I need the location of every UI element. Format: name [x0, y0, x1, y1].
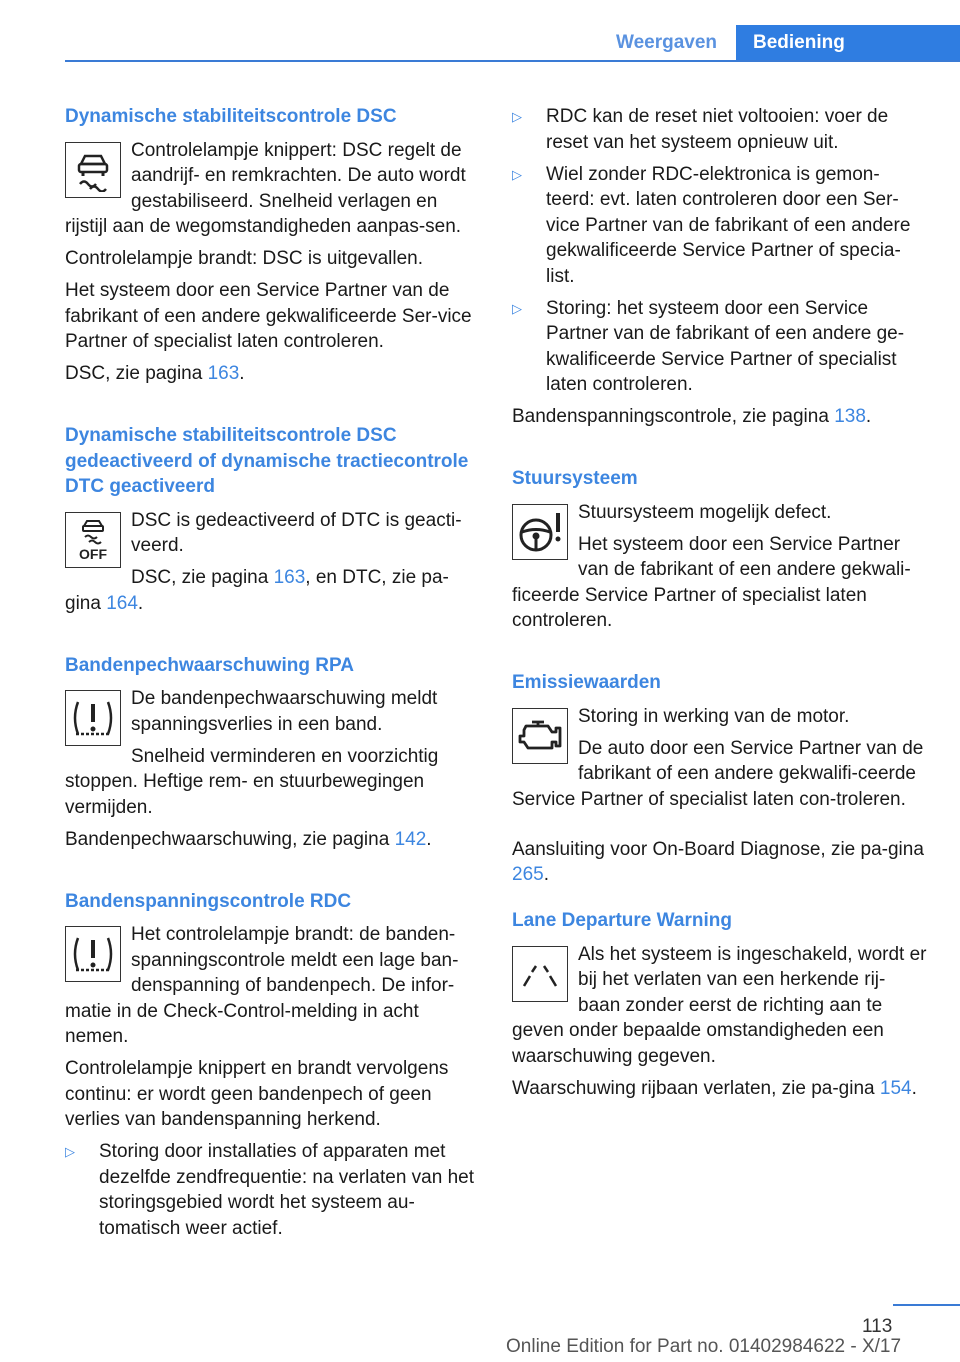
- rpa-reference: [65, 827, 480, 853]
- section-dsc-off: [65, 508, 480, 617]
- page-number: 113: [862, 1316, 893, 1337]
- rdc-bullet-2: RDC kan de reset niet voltooien: voer de reset van het systeem opnieuw uit.: [546, 106, 889, 153]
- dsc-text-2: Controlelampje brandt: DSC is uitgevallen.: [65, 248, 424, 269]
- tire-pressure-icon: [65, 926, 121, 982]
- off-label: OFF: [79, 545, 107, 562]
- triangle-bullet-icon: ▷: [512, 300, 522, 316]
- lane-departure-icon: [512, 946, 568, 1002]
- rdc-bullet-3: Wiel zonder RDC-elektronica is gemon-teerd: evt. laten controleren door een Ser-vice Partner van de fabrikant of een andere gekwalificeerde Service Partner of specia-list.: [546, 163, 911, 287]
- ldw-ref-text: Waarschuwing rijbaan verlaten, zie pa-gina: [512, 1077, 880, 1099]
- footer-rule: [893, 1304, 960, 1306]
- heading-rpa: Bandenpechwaarschuwing RPA: [65, 654, 354, 676]
- rpa-text-1: De bandenpechwaarschuwing meldt spanningsverlies in een band.: [131, 688, 438, 735]
- rdc-text-1: Het controlelampje brandt: de banden-spanningscontrole meldt een lage ban-denspanning of bandenpech. De infor-matie in de Check-Control-melding in acht nemen.: [65, 924, 459, 1047]
- heading-steering: Stuursysteem: [512, 468, 638, 489]
- dsc-ref-end: .: [239, 363, 245, 384]
- section-dsc: [65, 138, 480, 387]
- steering-warning-icon: [512, 504, 568, 560]
- dsc-off-ref-end: .: [137, 592, 144, 614]
- dsc-off-ref-b: , en DTC, zie pa-gina: [65, 567, 449, 614]
- rdc-bullet-list: [65, 1139, 480, 1241]
- left-column: [65, 104, 480, 1248]
- dsc-icon: [65, 142, 121, 198]
- emission-ref-end: .: [543, 864, 549, 885]
- rpa-ref-end: .: [426, 828, 432, 850]
- emission-text-1: Storing in werking van de motor.: [578, 705, 850, 727]
- rpa-ref-text: Bandenpechwaarschuwing, zie pagina: [65, 828, 395, 850]
- header-rule: [65, 60, 960, 62]
- dsc-off-page-link-2[interactable]: 164: [106, 592, 138, 614]
- rdc-text-2: Controlelampje knippert en brandt vervolgens continu: er wordt geen bandenpech of geen verlies van bandenspanning herkend.: [65, 1058, 449, 1130]
- steering-text-1: Stuursysteem mogelijk defect.: [578, 501, 832, 523]
- rdc-ref-end: .: [865, 406, 872, 427]
- triangle-bullet-icon: ▷: [65, 1144, 75, 1159]
- list-item: [512, 162, 927, 290]
- ldw-page-link[interactable]: 154: [879, 1077, 912, 1099]
- rdc-bullet-4: Storing: het systeem door een Service Partner van de fabrikant of een andere ge-kwalificeerde Service Partner of specialist laten controleren.: [546, 297, 905, 395]
- rdc-page-link[interactable]: 138: [834, 406, 866, 427]
- heading-ldw: Lane Departure Warning: [512, 910, 732, 931]
- ldw-text-1: Als het systeem is ingeschakeld, wordt er bij het verlaten van een herkende rij-baan zonder eerst de richting aan te geven onder bepaalde omstandigheden een waarschuwing gegeven.: [512, 943, 927, 1067]
- rpa-page-link[interactable]: 142: [394, 828, 427, 850]
- dsc-text-3: Het systeem door een Service Partner van de fabrikant of een andere gekwalificeerde Ser-vice Partner of specialist laten controleren.: [65, 280, 472, 352]
- list-item: [512, 104, 927, 155]
- tab-bediening[interactable]: Bediening: [736, 25, 960, 62]
- rpa-text-2: Snelheid verminderen en voorzichtig stoppen. Heftige rem- en stuurbewegingen vermijden.: [65, 745, 439, 818]
- heading-rdc: Bandenspanningscontrole RDC: [65, 890, 352, 912]
- dsc-off-text-1: DSC is gedeactiveerd of DTC is geacti-veerd.: [131, 509, 462, 556]
- heading-dsc: Dynamische stabiliteitscontrole DSC: [65, 106, 397, 127]
- emission-text-2: De auto door een Service Partner van de fabrikant of een andere gekwalifi-ceerde Service Partner of specialist laten con-troleren.: [512, 737, 924, 810]
- section-steering: [512, 500, 927, 634]
- emission-ref-text: Aansluiting voor On-Board Diagnose, zie pa-gina: [512, 838, 924, 860]
- dsc-page-link[interactable]: 163: [207, 363, 240, 384]
- ldw-reference: [512, 1076, 927, 1102]
- section-rdc: [65, 922, 480, 1241]
- dsc-off-page-link-1[interactable]: 163: [273, 567, 306, 588]
- rdc-bullet-1: Storing door installaties of apparaten met dezelfde zendfrequentie: na verlaten van het storingsgebied wordt het systeem au-tomatisch weer actief.: [99, 1141, 474, 1239]
- right-column: [512, 104, 927, 1108]
- tab-weergaven[interactable]: Weergaven: [615, 32, 718, 53]
- tire-warning-icon: [65, 690, 121, 746]
- edition-footer: Online Edition for Part no. 01402984622 - X/17: [506, 1336, 902, 1357]
- dsc-off-icon: [65, 512, 121, 568]
- engine-icon: [512, 708, 568, 764]
- list-item: [512, 296, 927, 398]
- dsc-reference: [65, 361, 480, 387]
- section-emission: [512, 704, 927, 888]
- triangle-bullet-icon: ▷: [512, 109, 522, 124]
- dsc-ref-text: DSC, zie pagina: [65, 363, 208, 384]
- dsc-text-1: Controlelampje knippert: DSC regelt de aandrijf- en remkrachten. De auto wordt gestabiliseerd. Snelheid verlagen en rijstijl aan de wegomstandigheden aanpas-sen.: [65, 139, 466, 237]
- list-item: [65, 1139, 480, 1241]
- section-rpa: [65, 686, 480, 852]
- emission-page-link[interactable]: 265: [512, 864, 544, 885]
- rdc-bullet-list-cont: [512, 104, 927, 398]
- heading-emission: Emissiewaarden: [512, 672, 661, 693]
- heading-dsc-off: Dynamische stabiliteitscontrole DSC gedeactiveerd of dynamische tractiecontrole DTC geactiveerd: [65, 425, 469, 497]
- page-header: [0, 0, 960, 62]
- dsc-off-ref-a: DSC, zie pagina: [131, 567, 274, 588]
- dsc-off-reference: [65, 565, 480, 616]
- rdc-ref-text: Bandenspanningscontrole, zie pagina: [512, 406, 835, 427]
- steering-text-2: Het systeem door een Service Partner van de fabrikant of een andere gekwali-ficeerde Service Partner of specialist laten controleren.: [512, 533, 911, 631]
- rdc-reference: [512, 404, 927, 430]
- ldw-ref-end: .: [911, 1077, 917, 1099]
- section-ldw: [512, 942, 927, 1102]
- emission-reference: [512, 837, 927, 888]
- triangle-bullet-icon: ▷: [512, 166, 522, 182]
